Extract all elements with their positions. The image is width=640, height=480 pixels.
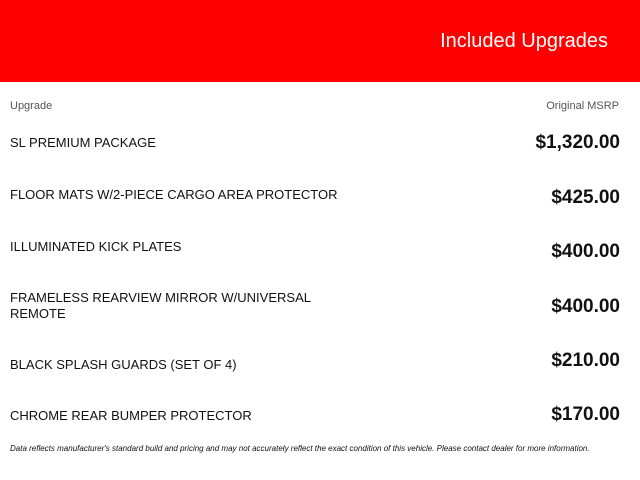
upgrade-name: FRAMELESS REARVIEW MIRROR W/UNIVERSAL REMOTE	[10, 290, 311, 321]
upgrade-price: $400.00	[551, 241, 620, 262]
page-title: Included Upgrades	[440, 30, 608, 52]
upgrade-price: $1,320.00	[535, 132, 620, 153]
column-header-msrp: Original MSRP	[546, 100, 619, 112]
upgrade-price: $170.00	[551, 404, 620, 425]
upgrade-name: BLACK SPLASH GUARDS (SET OF 4)	[10, 357, 237, 372]
upgrade-price: $210.00	[551, 350, 620, 371]
upgrade-price: $425.00	[551, 187, 620, 208]
disclaimer-text: Data reflects manufacturer's standard build and pricing and may not accurately reflect the exact condition of this vehicle. Please contact dealer for more information.	[10, 444, 590, 453]
upgrade-price: $400.00	[551, 296, 620, 317]
upgrade-name: SL PREMIUM PACKAGE	[10, 135, 156, 150]
upgrade-name: ILLUMINATED KICK PLATES	[10, 239, 182, 254]
column-header-upgrade: Upgrade	[10, 100, 53, 112]
header-banner	[0, 0, 640, 82]
upgrade-name: CHROME REAR BUMPER PROTECTOR	[10, 408, 252, 423]
upgrade-name: FLOOR MATS W/2-PIECE CARGO AREA PROTECTOR	[10, 187, 338, 202]
